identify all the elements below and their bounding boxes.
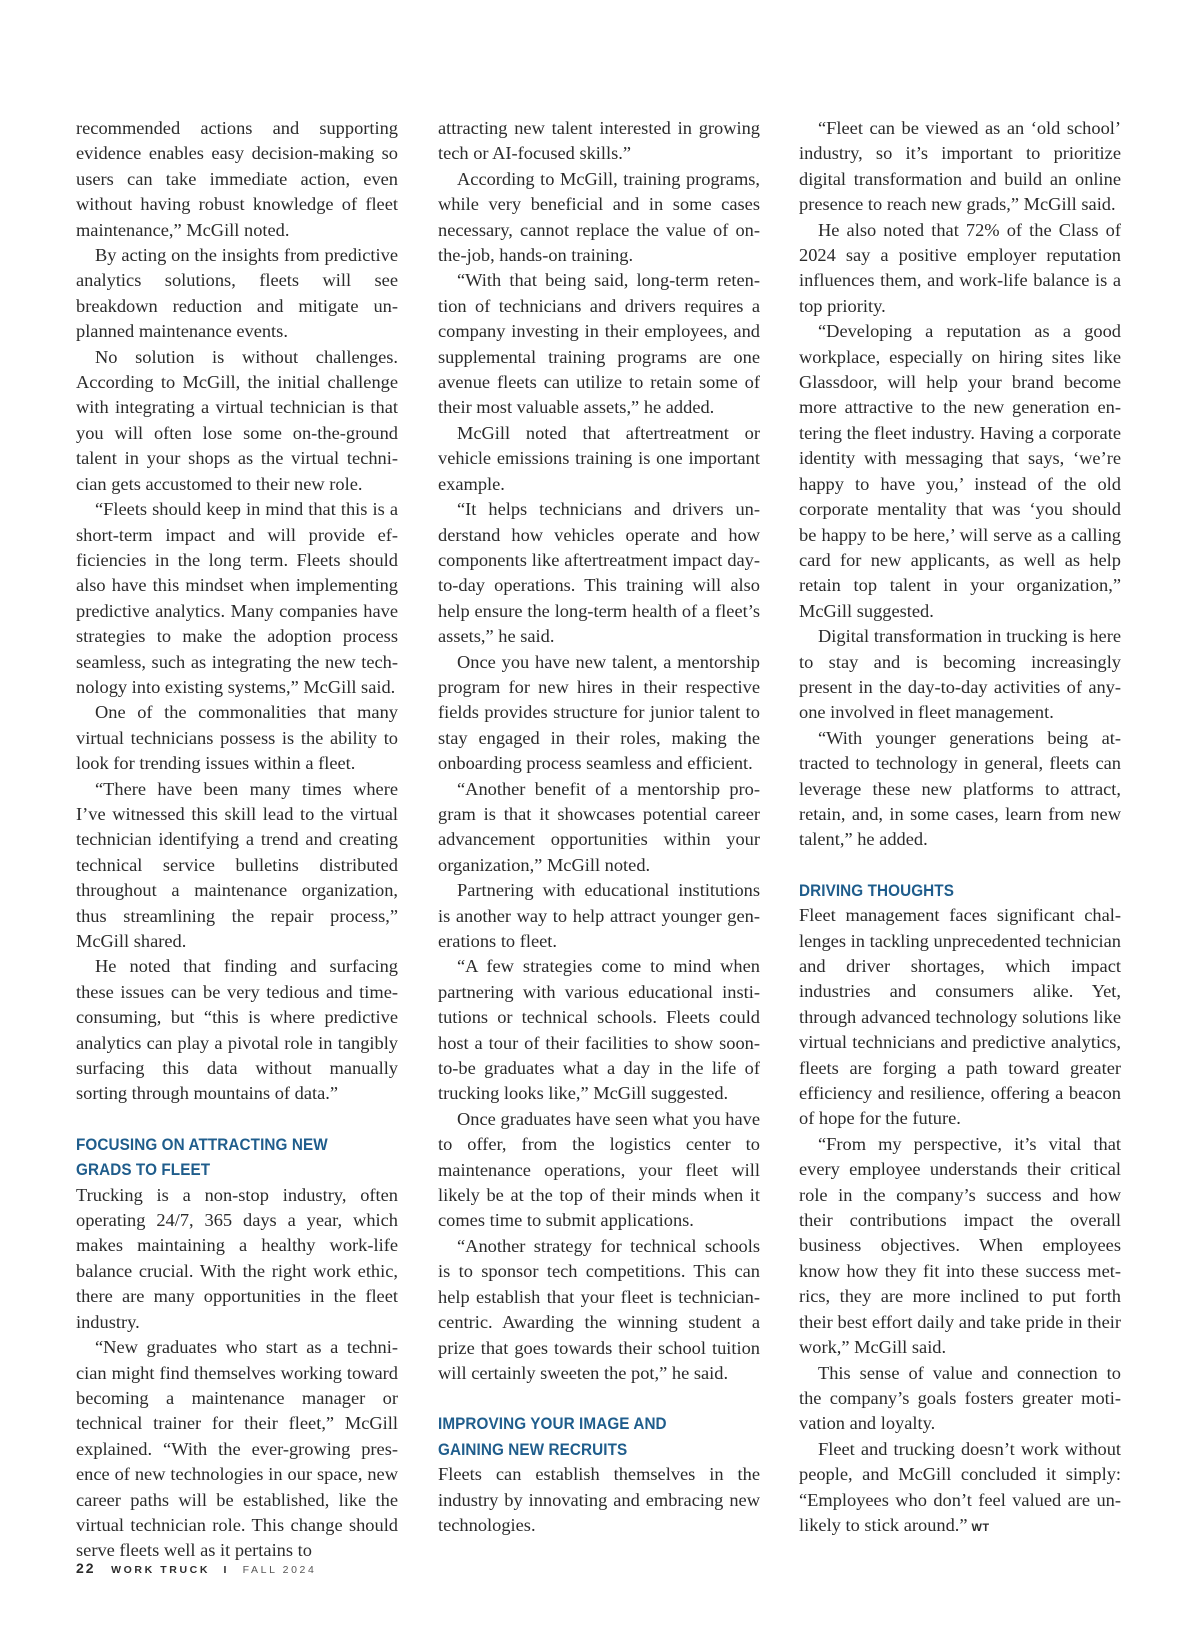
body-paragraph [438,1107,760,1234]
body-paragraph [76,1183,398,1335]
paragraph-text: “It helps technicians and drivers understand how vehicles operate and how components like aftertreatment impact day-to-day operations. This training will also help ensure the long-term health of a fleet’s assets,” he said. [438,499,760,647]
section-heading: DRIVING THOUGHTS [799,880,954,900]
page-number: 22 [76,1560,96,1576]
body-paragraph [76,700,398,776]
paragraph-text: “There have been many times where I’ve witnessed this skill lead to the virtual technician identifying a trend and creating technical service bulletins distributed throughout a maintenance organization, thus streamlining the repair process,” McGill shared. [76,778,398,951]
end-mark: WT [971,1521,990,1534]
paragraph-text: Fleet and trucking doesn’t work without people, and McGill concluded it simply: “Employees who don’t feel valued are unlikely to stick around.” [799,1438,1121,1535]
body-paragraph [438,650,760,777]
paragraph-text: “From my perspective, it’s vital that every employee understands their critical role in the company’s success and how their contributions impact the overall business objectives. When employees know how they fit into these success metrics, they are more inclined to put forth their best effort daily and take pride in their work,” McGill said. [799,1133,1121,1358]
body-paragraph [438,116,760,167]
paragraph-text: One of the commonalities that many virtual technicians possess is the ability to look for trending issues within a fleet. [76,702,398,774]
section-heading: IMPROVING YOUR IMAGE AND GAINING NEW RECRUITS [438,1414,667,1459]
body-paragraph [76,243,398,345]
paragraph-text: He noted that finding and surfacing these issues can be very tedious and time-consuming, but “this is where predictive analytics can play a pivotal role in tangibly surfacing this data without manually sorting through mountains of data.” [76,956,398,1104]
paragraph-text: Digital transformation in trucking is here to stay and is becoming increasingly present in the day-to-day activities of anyone involved in fleet management. [799,626,1121,723]
paragraph-text: Fleets can establish themselves in the industry by innovating and embracing new technologies. [438,1464,760,1535]
article-column-3 [799,116,1121,1541]
paragraph-text: “With younger generations being attracted to technology in general, fleets can leverage these new platforms to attract, retain, and, in some cases, learn from new talent,” he added. [799,727,1121,850]
body-paragraph [799,116,1121,218]
body-paragraph [799,624,1121,726]
body-paragraph [438,421,760,497]
paragraph-text: recommended actions and supporting evidence enables easy decision-making so users can take immediate action, even without having robust knowledge of fleet maintenance,” McGill noted. [76,118,398,240]
paragraph-text: Trucking is a non-stop industry, often operating 24/7, 365 days a year, which makes maintaining a healthy work-life balance crucial. With the right work ethic, there are many opportunities in the fleet industry. [76,1184,398,1332]
paragraph-text: McGill noted that aftertreatment or vehicle emissions training is one important example. [438,422,760,494]
paragraph-text: No solution is without challenges. According to McGill, the initial challenge with integrating a virtual technician is that you will often lose some on-the-ground talent in your shops as the virtual technician gets accustomed to their new role. [76,346,398,494]
body-paragraph [799,1132,1121,1361]
body-paragraph [438,1462,760,1538]
body-paragraph [438,497,760,649]
body-paragraph [76,116,398,243]
paragraph-text: Once graduates have seen what you have to offer, from the logistics center to maintenance operations, your fleet will likely be at the top of their minds when it comes time to submit applications. [438,1108,760,1231]
body-paragraph [799,903,1121,1132]
paragraph-text: Once you have new talent, a mentorship program for new hires in their respective fields provides structure for junior talent to stay engaged in their roles, making the onboarding process seamless and efficient. [438,651,760,774]
section-heading: FOCUSING ON ATTRACTING NEW GRADS TO FLEET [76,1134,328,1180]
page-footer [76,1560,316,1576]
footer-separator: I [223,1564,230,1576]
body-paragraph [799,1361,1121,1437]
paragraph-text: “A few strategies come to mind when partnering with various educational institutions or technical schools. Fleets could host a tour of their facilities to show soon-to-be graduates what a day in the life of trucking looks like,” McGill suggested. [438,956,760,1104]
body-paragraph [799,319,1121,624]
paragraph-text: “With that being said, long-term retention of technicians and drivers requires a company investing in their employees, and supplemental training programs are one avenue fleets can utilize to retain some of their most valuable assets,” he added. [438,270,760,418]
body-paragraph [76,497,398,700]
paragraph-text: “Fleets should keep in mind that this is a short-term impact and will provide efficiencies in the long term. Fleets should also have this mindset when implementing predictive analytics. Many companies have strategies to make the adoption process seamless, such as integrating the new technology into existing systems,” McGill said. [76,499,398,697]
paragraph-text: Fleet management faces significant challenges in tackling unprecedented technician and driver shortages, which impact industries and consumers alike. Yet, through advanced technology solutions like virtual technicians and predictive analytics, fleets are forging a path toward greater efficiency and resilience, offering a beacon of hope for the future. [799,905,1121,1129]
body-paragraph [76,1335,398,1564]
body-paragraph [76,777,398,955]
issue-date: FALL 2024 [242,1564,317,1576]
paragraph-text: By acting on the insights from predictive analytics solutions, fleets will see breakdown reduction and mitigate unplanned maintenance events. [76,245,398,342]
body-paragraph [76,954,398,1106]
body-paragraph [438,777,760,879]
paragraph-text: This sense of value and connection to the company’s goals fosters greater motivation and loyalty. [799,1362,1121,1434]
article-column-1 [76,116,398,1564]
paragraph-text: He also noted that 72% of the Class of 2024 say a positive employer reputation influences them, and work-life balance is a top priority. [799,219,1121,316]
paragraph-text: “Another benefit of a mentorship program is that it showcases potential career advancement opportunities within your organization,” McGill noted. [438,778,760,875]
body-paragraph [76,345,398,497]
body-paragraph [799,218,1121,320]
body-paragraph [438,268,760,420]
magazine-name: WORK TRUCK [111,1564,211,1576]
paragraph-text: Partnering with educational institutions is another way to help attract younger generations to fleet. [438,880,760,951]
paragraph-text: “New graduates who start as a technician might find themselves working toward becoming a maintenance manager or technical trainer for their fleet,” McGill explained. “With the ever-growing presence of new technologies in our space, new career paths will be established, like the virtual technician role. This change should serve fleets well as it pertains to [76,1337,398,1561]
paragraph-text: “Developing a reputation as a good workplace, especially on hiring sites like Glassdoor, will help your brand become more attractive to the new generation entering the fleet industry. Having a corporate identity with messaging that says, ‘we’re happy to have you,’ instead of the old corporate mentality that was ‘you should be happy to be here,’ will serve as a calling card for new applicants, as well as help retain top talent in your organization,” McGill suggested. [799,321,1121,621]
body-paragraph [799,726,1121,853]
article-column-2 [438,116,760,1538]
paragraph-text: attracting new talent interested in growing tech or AI-focused skills.” [438,118,760,164]
body-paragraph [438,954,760,1106]
paragraph-text: “Another strategy for technical schools is to sponsor tech competitions. This can help establish that your fleet is technician-centric. Awarding the winning student a prize that goes towards their school tuition will certainly sweeten the pot,” he said. [438,1235,760,1383]
body-paragraph [438,878,760,954]
body-paragraph [799,1437,1121,1542]
paragraph-text: “Fleet can be viewed as an ‘old school’ industry, so it’s important to prioritize digital transformation and build an online presence to reach new grads,” McGill said. [799,118,1121,215]
body-paragraph [438,1234,760,1386]
body-paragraph [438,167,760,269]
paragraph-text: According to McGill, training programs, while very beneficial and in some cases necessary, cannot replace the value of on-the-job, hands-on training. [438,168,760,266]
